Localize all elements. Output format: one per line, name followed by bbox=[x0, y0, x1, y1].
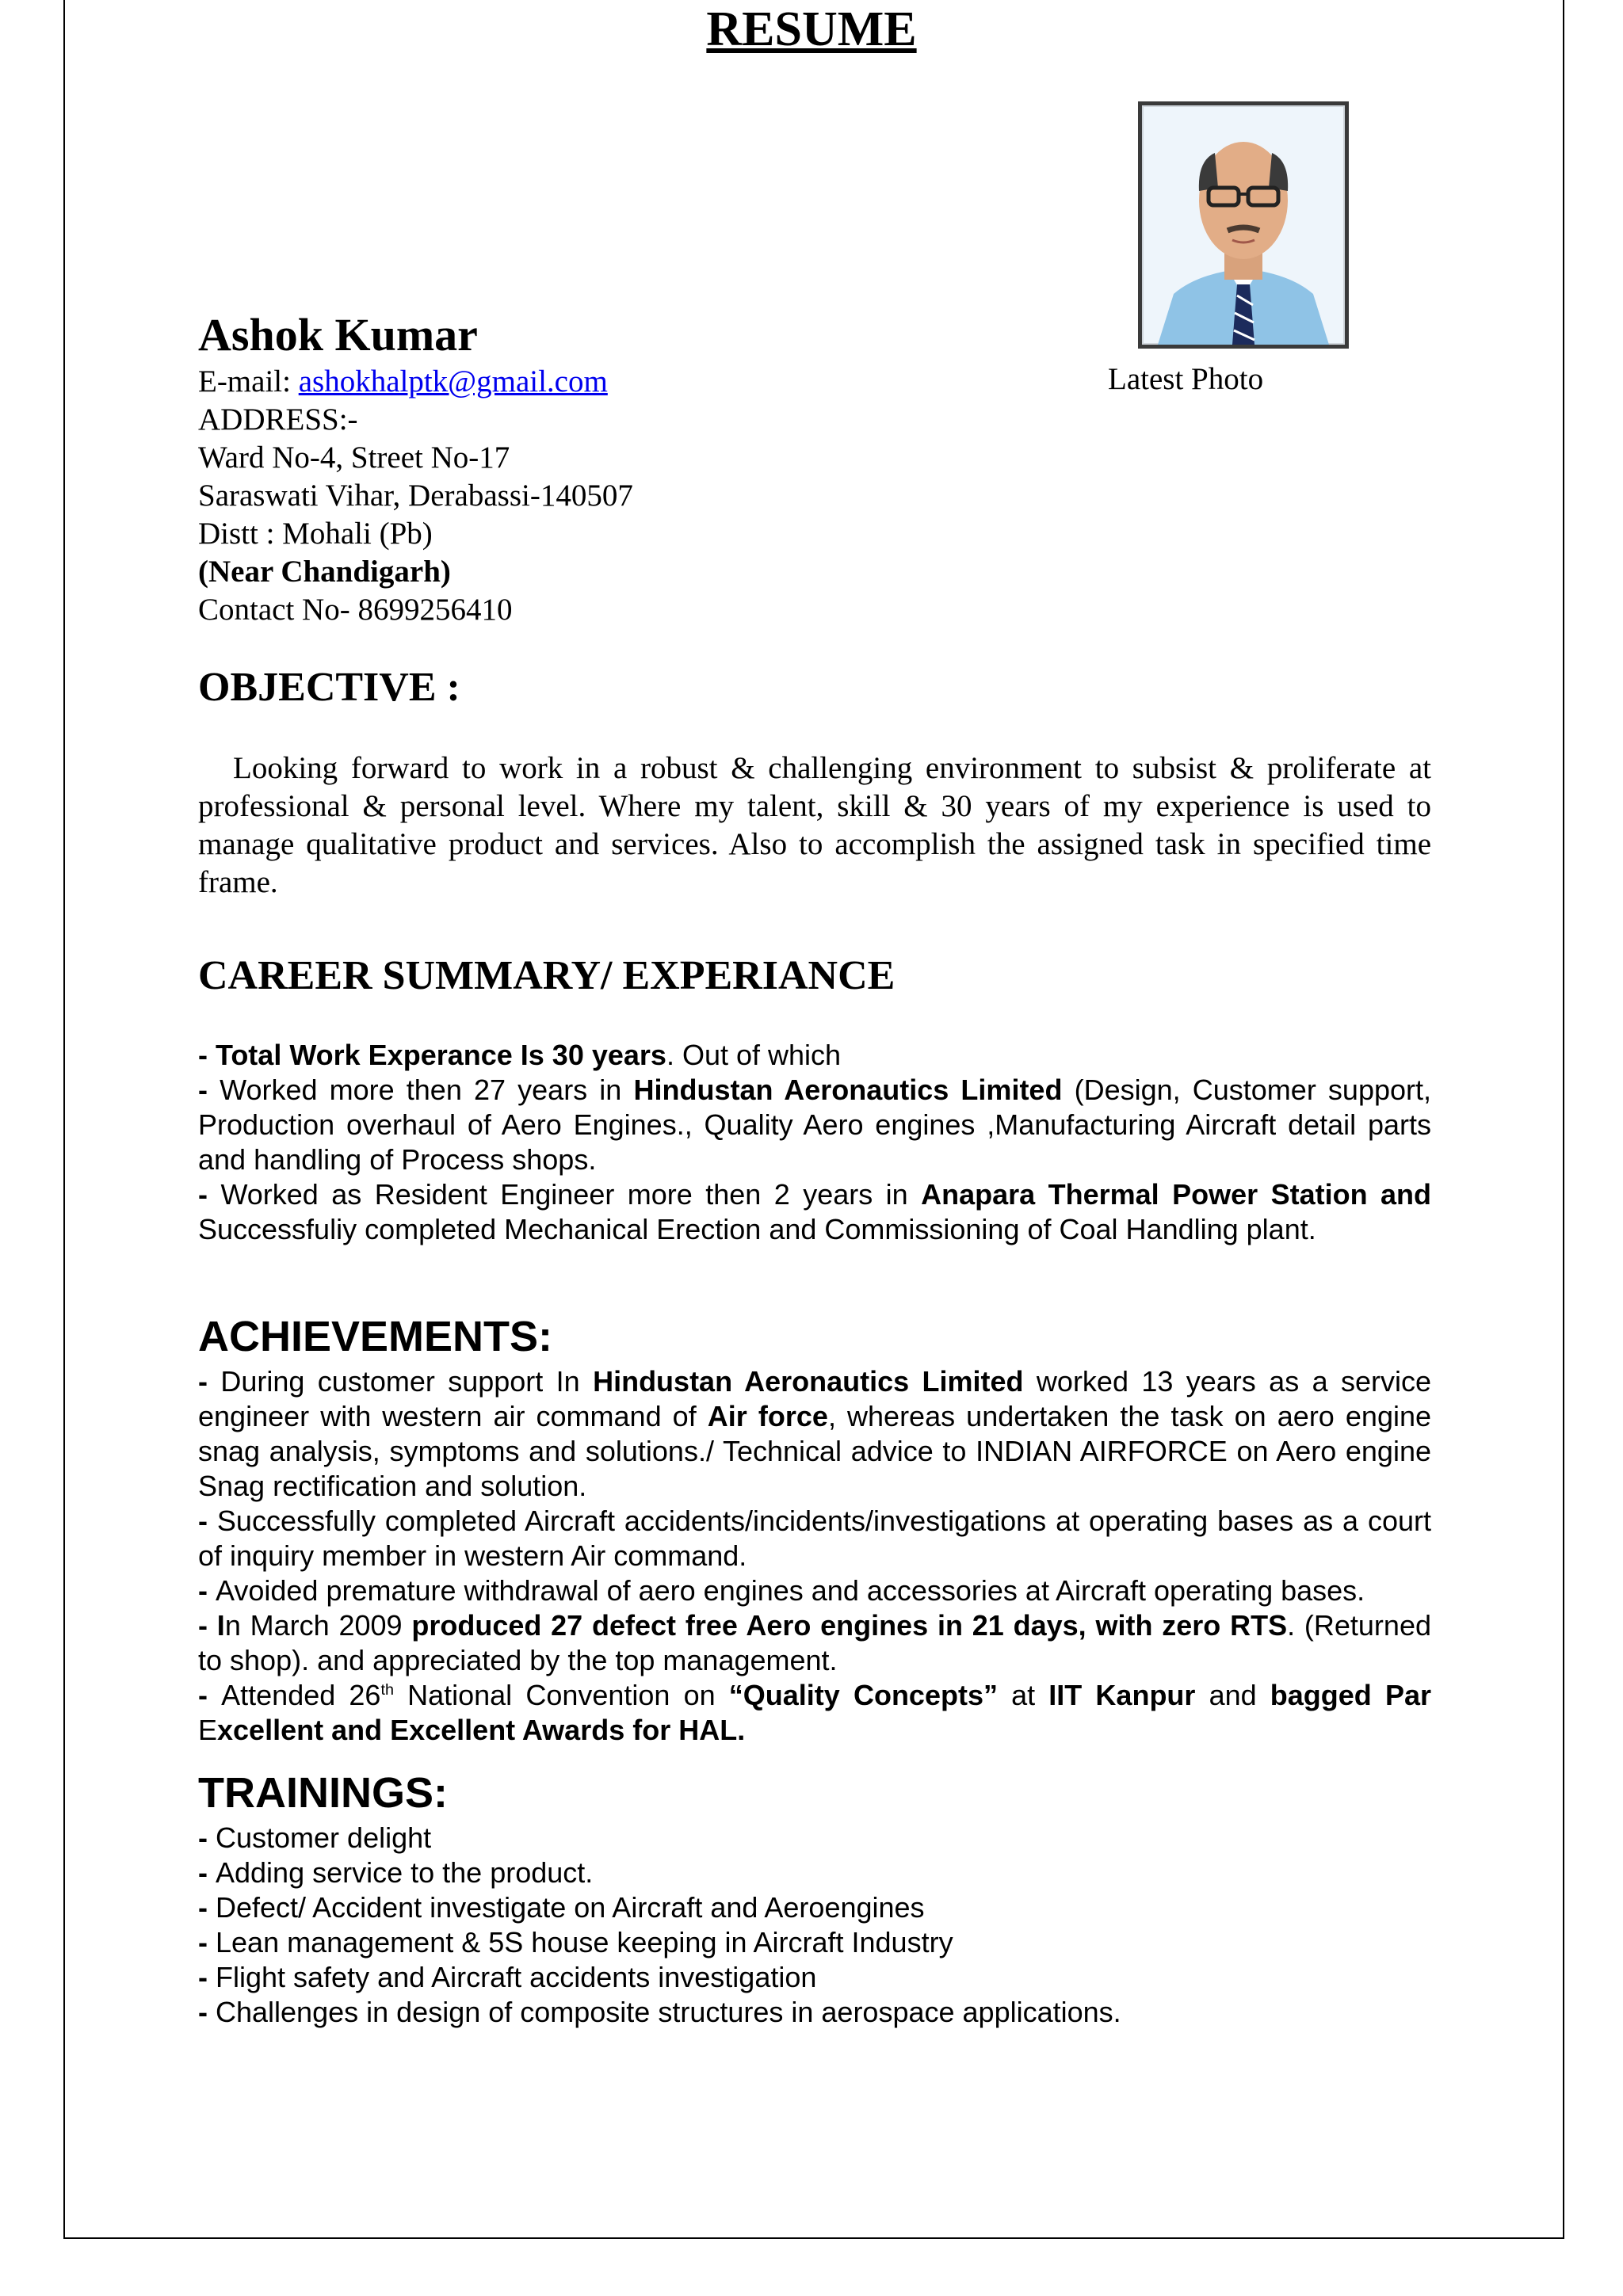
email-line bbox=[198, 363, 633, 401]
achievements-list bbox=[198, 1364, 1431, 1748]
objective-heading: OBJECTIVE : bbox=[198, 665, 460, 710]
list-item: - Successfully completed Aircraft accidents/incidents/investigations at operating bases as a court of inquiry member in western Air command. bbox=[198, 1505, 1431, 1572]
achievements-heading: ACHIEVEMENTS: bbox=[198, 1313, 553, 1360]
address-label: ADDRESS:- bbox=[198, 402, 358, 437]
list-item: - Worked more then 27 years in Hindustan Aeronautics Limited (Design, Customer support, Production overhaul of Aero Engines., Quality Aero engines ,Manufacturing Aircraft detail parts and handling of Process shops. bbox=[198, 1074, 1432, 1176]
list-item: - During customer support In Hindustan Aeronautics Limited worked 13 years as a service engineer with western air command of Air force, whereas undertaken the task on aero engine snag analysis, symptoms and solutions./ Technical advice to INDIAN AIRFORCE on Aero engine Snag rectification and solution. bbox=[198, 1365, 1432, 1502]
portrait-image bbox=[1142, 105, 1345, 345]
photo-caption: Latest Photo bbox=[1108, 362, 1264, 396]
list-item: - Flight safety and Aircraft accidents investigation bbox=[198, 1961, 817, 1993]
list-item: - Adding service to the product. bbox=[198, 1856, 594, 1889]
list-item: - Total Work Experance Is 30 years. Out of which bbox=[198, 1039, 842, 1071]
candidate-name: Ashok Kumar bbox=[198, 309, 478, 360]
address-line-1: Ward No-4, Street No-17 bbox=[198, 441, 510, 475]
list-item: - Defect/ Accident investigate on Aircraft and Aeroengines bbox=[198, 1891, 925, 1924]
list-item: - Lean management & 5S house keeping in Aircraft Industry bbox=[198, 1926, 953, 1958]
page-title: RESUME bbox=[706, 2, 917, 56]
trainings-list bbox=[198, 1821, 1431, 2030]
list-item: - Attended 26th National Convention on “Quality Concepts” at IIT Kanpur and bagged Par Excellent and Excellent Awards for HAL. bbox=[198, 1679, 1431, 1746]
contact-number: Contact No- 8699256410 bbox=[198, 593, 513, 627]
objective-text: Looking forward to work in a robust & challenging environment to subsist & proliferate at professional & personal level. Where my talent, skill & 30 years of my experience is used to manage qualitative product and services. Also to accomplish the assigned task in specified time frame. bbox=[198, 751, 1431, 899]
list-item: - Customer delight bbox=[198, 1821, 432, 1854]
career-list bbox=[198, 1038, 1431, 1247]
list-item: - Challenges in design of composite structures in aerospace applications. bbox=[198, 1996, 1121, 2028]
trainings-heading: TRAININGS: bbox=[198, 1769, 448, 1817]
list-item: - In March 2009 produced 27 defect free Aero engines in 21 days, with zero RTS. (Returned to shop). and appreciated by the top management. bbox=[198, 1609, 1431, 1676]
list-item: - Worked as Resident Engineer more then 2 years in Anapara Thermal Power Station and Successfuliy completed Mechanical Erection and Commissioning of Coal Handling plant. bbox=[198, 1178, 1431, 1245]
list-item: - Avoided premature withdrawal of aero engines and accessories at Aircraft operating bases. bbox=[198, 1574, 1365, 1607]
email-link[interactable]: ashokhalptk@gmail.com bbox=[298, 364, 608, 399]
career-heading: CAREER SUMMARY/ EXPERIANCE bbox=[198, 953, 896, 998]
address-line-4: (Near Chandigarh) bbox=[198, 555, 451, 589]
contact-header bbox=[198, 307, 633, 629]
profile-photo bbox=[1138, 101, 1349, 349]
address-line-3: Distt : Mohali (Pb) bbox=[198, 517, 433, 551]
address-line-2: Saraswati Vihar, Derabassi-140507 bbox=[198, 479, 633, 513]
email-label: E-mail: bbox=[198, 364, 299, 399]
